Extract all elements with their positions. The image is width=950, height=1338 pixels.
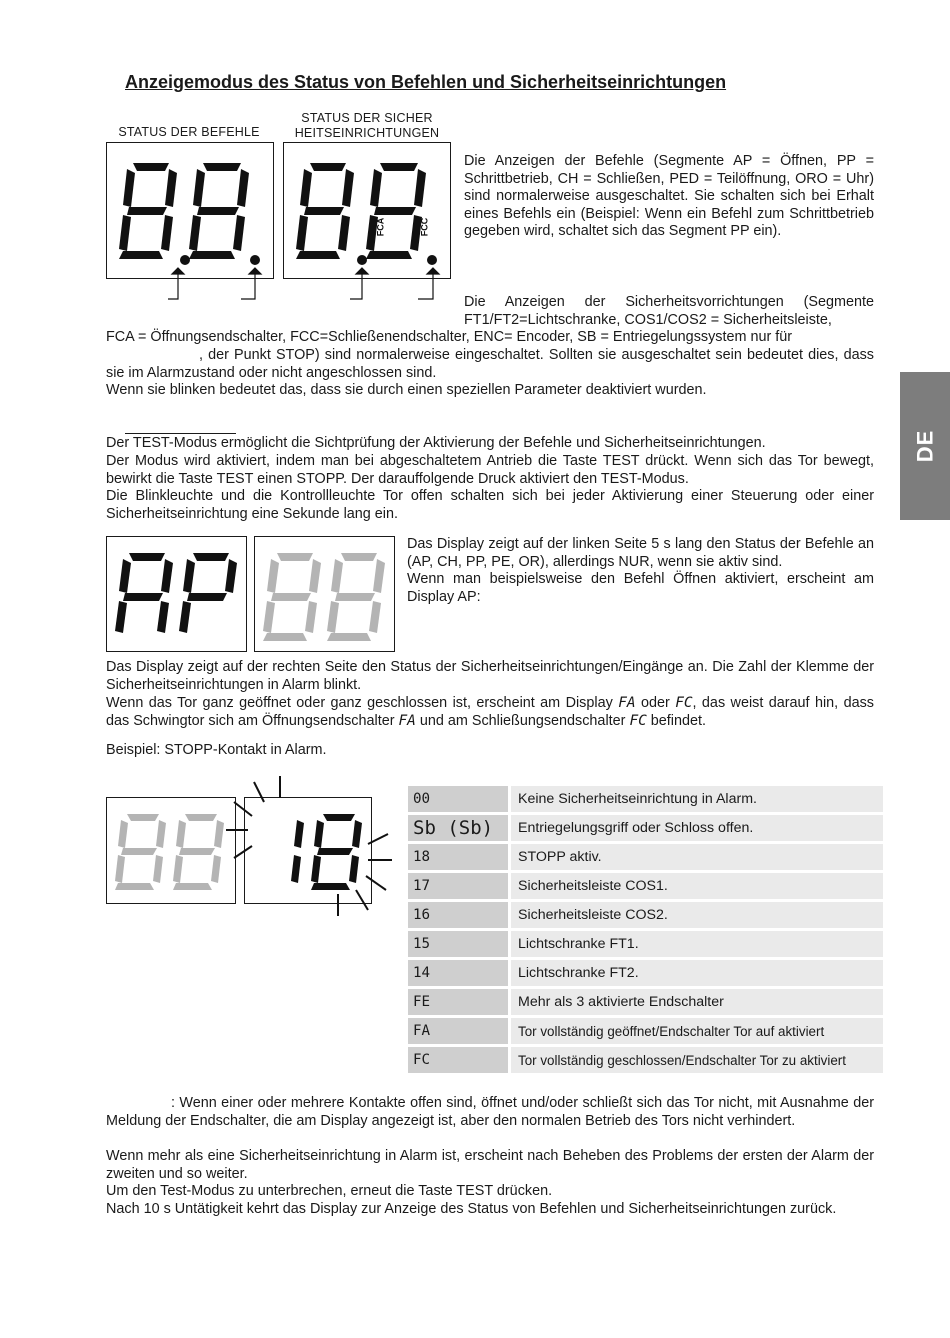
table-row <box>408 1018 883 1044</box>
ap-display-left <box>106 536 247 652</box>
end-switch-text-b: oder <box>640 695 670 711</box>
section-rule <box>125 433 236 434</box>
table-row <box>408 960 883 986</box>
table-row <box>408 873 883 899</box>
ap-description-2: Wenn man beispielsweise den Befehl Öffnen aktiviert, erscheint am Display AP: <box>407 571 874 605</box>
code-cell: FE <box>408 989 508 1015</box>
table-row <box>408 931 883 957</box>
end-switch-text-a: Wenn das Tor ganz geöffnet oder ganz geschlossen ist, erscheint am Display <box>106 695 613 711</box>
language-tab <box>900 372 950 520</box>
safety-description-top: Die Anzeigen der Sicherheitsvorrichtungen (Segmente FT1/FT2=Lichtschranke, COS1/COS2 = Sicherheitsleiste, <box>464 294 874 328</box>
table-row <box>408 844 883 870</box>
fa-code-inline: FA <box>618 695 636 711</box>
description-cell: Keine Sicherheitseinrichtung in Alarm. <box>508 786 883 812</box>
alarm-code-table <box>408 783 883 1076</box>
caption-safety-line2: HEITSEINRICHTUNGEN <box>294 126 440 140</box>
description-cell: Lichtschranke FT1. <box>508 931 883 957</box>
codes-table <box>408 783 883 1076</box>
page-title: Anzeigemodus des Status von Befehlen und Sicherheitseinrichtungen <box>125 72 727 92</box>
fcc-label: FCC <box>419 217 430 237</box>
fca-label: FCA <box>375 217 386 237</box>
table-row <box>408 815 883 841</box>
code-cell: Sb (Sb) <box>408 815 508 841</box>
alarm-left-off-graphic <box>107 798 235 903</box>
code-cell: 00 <box>408 786 508 812</box>
end-switch-text-d: und am Schließungsendschalter <box>419 712 626 729</box>
pointer-arrows-graphic <box>100 262 460 302</box>
note-exit-test: Um den Test-Modus zu unterbrechen, erneut die Taste TEST drücken. <box>106 1183 553 1199</box>
safety-digits-graphic <box>284 143 450 278</box>
blink-rays-graphic <box>220 770 400 920</box>
safety-description-line: FCA = Öffnungsendschalter, FCC=Schließenendschalter, ENC= Encoder, SB = Entriegelungssystem nur für <box>106 329 793 345</box>
ap-right-off-graphic <box>255 537 394 651</box>
description-cell: Lichtschranke FT2. <box>508 960 883 986</box>
ap-description-1: Das Display zeigt auf der linken Seite 5 s lang den Status der Befehle an (AP, CH, PP, PE, OR), allerdings NUR, wenn sie aktiv sind. <box>407 536 874 570</box>
fc-code-inline: FC <box>675 695 693 711</box>
safety-description-rest: , der Punkt STOP) sind normalerweise eingeschaltet. Sollten sie ausgeschaltet sein bedeutet dies, dass sie im Alarmzustand oder nicht angeschlossen sind. <box>106 347 874 381</box>
commands-description: Die Anzeigen der Befehle (Segmente AP = Öffnen, PP = Schrittbetrieb, CH = Schließen, PED = Teilöffnung, ORO = Uhr) sind normalerweise ausgeschaltet. Sie schalten sich bei Erhalt eines Befehls ein (Beispiel: Wenn ein Befehl zum Schrittbetrieb gegeben wird, schaltet sich das Segment PP ein). <box>464 153 874 240</box>
code-cell: 16 <box>408 902 508 928</box>
code-cell: FC <box>408 1047 508 1073</box>
table-row <box>408 989 883 1015</box>
description-cell: Mehr als 3 aktivierte Endschalter <box>508 989 883 1015</box>
command-digits-graphic <box>107 143 273 278</box>
note-contacts: : Wenn einer oder mehrere Kontakte offen sind, öffnet und/oder schließt sich das Tor nicht, mit Ausnahme der Meldung der Endschalter, die am Display angezeigt ist, aber den normalen Betrieb des Tors nicht verhindert. <box>106 1095 874 1129</box>
code-cell: 18 <box>408 844 508 870</box>
table-row <box>408 1047 883 1073</box>
ap-display-right <box>254 536 395 652</box>
note-multiple-alarms: Wenn mehr als eine Sicherheitseinrichtung in Alarm ist, erscheint nach Beheben des Problems der ersten der Alarm der zweiten und so weiter. <box>106 1148 874 1182</box>
end-switch-description <box>106 695 874 730</box>
end-switch-text-c: , das weist darauf hin, dass das Schwingtor sich am Öffnungsendschalter <box>106 695 874 729</box>
caption-commands: STATUS DER BEFEHLE <box>118 125 260 139</box>
caption-safety-line1: STATUS DER SICHER <box>301 111 433 125</box>
description-cell: Sicherheitsleiste COS1. <box>508 873 883 899</box>
fc-code-inline-2: FC <box>629 712 647 729</box>
code-cell: FA <box>408 1018 508 1044</box>
code-cell: 15 <box>408 931 508 957</box>
language-tab-label: DE <box>912 429 937 463</box>
description-cell: Tor vollständig geöffnet/Endschalter Tor auf aktiviert <box>508 1018 883 1044</box>
description-cell: STOPP aktiv. <box>508 844 883 870</box>
example-label: Beispiel: STOPP-Kontakt in Alarm. <box>106 742 327 758</box>
safety-status-display <box>283 142 451 279</box>
test-mode-activation: Der Modus wird aktiviert, indem man bei abgeschaltetem Antrieb die Taste TEST drückt. Wenn sich das Tor bewegt, bewirkt die Taste TEST einen STOPP. Der darauffolgende Druck aktiviert den TEST-Modus. <box>106 453 874 487</box>
description-cell: Entriegelungsgriff oder Schloss offen. <box>508 815 883 841</box>
table-row <box>408 786 883 812</box>
table-row <box>408 902 883 928</box>
right-display-description: Das Display zeigt auf der rechten Seite den Status der Sicherheitseinrichtungen/Eingänge an. Die Zahl der Klemme der Sicherheitseinrichtungen in Alarm blinkt. <box>106 659 874 693</box>
test-mode-intro: Der TEST-Modus ermöglicht die Sichtprüfung der Aktivierung der Befehle und Sicherheitseinrichtungen. <box>106 435 766 451</box>
note-timeout: Nach 10 s Untätigkeit kehrt das Display zur Anzeige des Status von Befehlen und Sicherheitseinrichtungen zurück. <box>106 1201 837 1217</box>
command-status-display <box>106 142 274 279</box>
test-mode-lights: Die Blinkleuchte und die Kontrollleuchte Tor offen schalten sich bei jeder Aktivierung einer Steuerung oder einer Sicherheitseinrichtung eine Sekunde lang ein. <box>106 488 874 522</box>
ap-digits-graphic <box>107 537 246 651</box>
fa-code-inline-2: FA <box>398 712 416 729</box>
alarm-display-left <box>106 797 236 904</box>
blinking-note: Wenn sie blinken bedeutet das, dass sie durch einen speziellen Parameter deaktiviert wurden. <box>106 382 707 398</box>
end-switch-text-e: befindet. <box>650 712 706 729</box>
code-cell: 14 <box>408 960 508 986</box>
description-cell: Tor vollständig geschlossen/Endschalter Tor zu aktiviert <box>508 1047 883 1073</box>
code-cell: 17 <box>408 873 508 899</box>
caption-safety <box>283 111 451 141</box>
description-cell: Sicherheitsleiste COS2. <box>508 902 883 928</box>
